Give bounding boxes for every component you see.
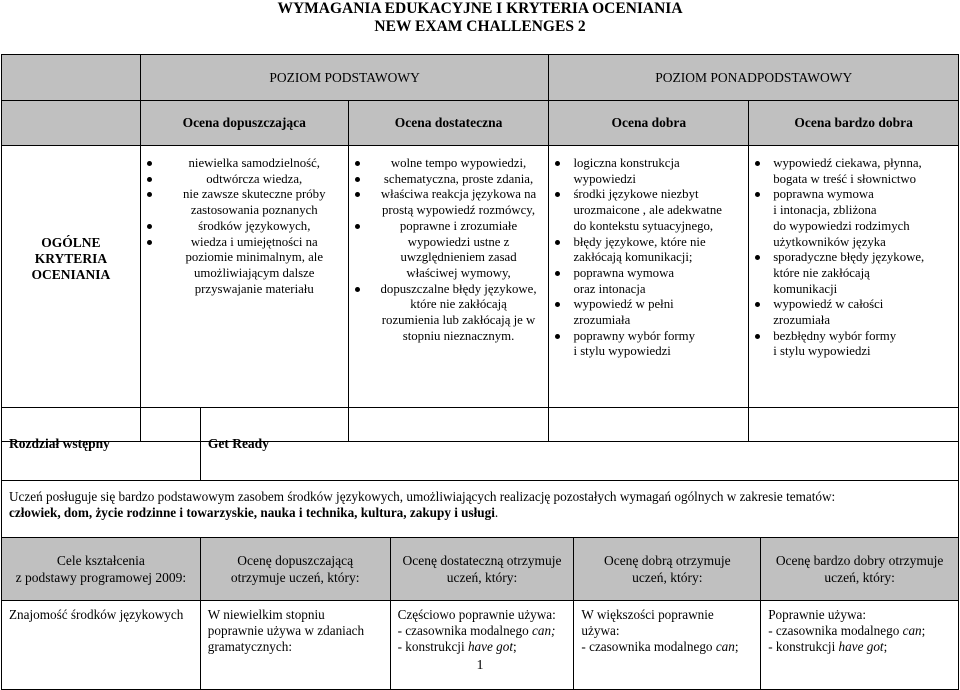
criteria-dopuszczajaca-list <box>141 146 348 297</box>
criteria-list-item: urozmaicone , ale adekwatne <box>573 203 722 218</box>
criteria-list-item: komunikacji <box>773 281 838 296</box>
criteria-list-item: przyswajanie materiału <box>194 281 314 296</box>
header-dobra-line-2: uczeń, który: <box>632 570 703 585</box>
dop-line-2: poprawnie używa w zdaniach <box>207 623 365 638</box>
criteria-dostateczna-list <box>349 146 549 344</box>
chapter-intro-end: . <box>494 505 499 520</box>
criteria-list-item: poprawne i zrozumiałe <box>373 219 545 235</box>
dost-cell <box>390 601 574 690</box>
header-dobra-line-1: Ocenę dobrą otrzymuje <box>603 553 731 568</box>
criteria-list-item: które nie zakłócają <box>410 297 507 312</box>
criteria-dopuszczajaca-cell <box>140 146 348 442</box>
dost-line-2-text: - czasownika modalnego <box>397 623 533 638</box>
bdb-line-3-italic: have got <box>838 639 884 654</box>
header-dop-line-2: otrzymuje uczeń, który: <box>230 570 360 585</box>
header-goals <box>2 538 201 601</box>
bdb-line-1: Poprawnie używa: <box>768 607 866 622</box>
criteria-list-item: wypowiedzi <box>573 171 636 186</box>
header-dopuszczajaca <box>200 538 390 601</box>
criteria-list-item: bezbłędny wybór formy <box>773 329 954 345</box>
criteria-list-item: wolne tempo wypowiedzi, <box>373 156 545 172</box>
criteria-list-item: rozumienia lub zakłócają je w <box>381 313 536 328</box>
dobra-line-1: W większości poprawnie <box>581 607 714 622</box>
criteria-list-item: poprawna wymowa <box>773 187 954 203</box>
dobra-line-2: używa: <box>581 623 620 638</box>
criteria-list-item: poprawna wymowa <box>573 266 744 282</box>
criteria-list-item: wypowiedź w pełni <box>573 297 744 313</box>
header-dost-line-1: Ocenę dostateczną otrzymuje <box>402 553 562 568</box>
header-bardzo-dobra <box>761 538 959 601</box>
title-line-2: NEW EXAM CHALLENGES 2 <box>374 18 586 35</box>
criteria-list-item: schematyczna, proste zdania, <box>373 172 545 188</box>
chapter-intro-line-1: Uczeń posługuje się bardzo podstawowym zasobem środków językowych, umożliwiających realizację pozostałych wymagań ogólnych w zakresie tematów: <box>9 489 836 504</box>
grades-row <box>2 101 959 146</box>
criteria-list-item: nie zawsze skuteczne próby <box>165 187 344 203</box>
dost-line-3-end: ; <box>512 639 517 654</box>
dobra-cell <box>574 601 761 690</box>
bdb-line-2 <box>768 623 951 639</box>
criteria-list-item: poziomie minimalnym, ale <box>185 250 324 265</box>
dobra-line-3-end: ; <box>734 639 739 654</box>
basic-level-header: POZIOM PODSTAWOWY <box>140 55 549 101</box>
criteria-row <box>2 146 959 442</box>
dost-line-3 <box>398 639 567 655</box>
criteria-list-item: wypowiedź ciekawa, płynna, <box>773 156 954 172</box>
bdb-line-3-text: - konstrukcji <box>768 639 839 654</box>
criteria-bardzo-dobra-cell <box>749 146 959 442</box>
criteria-list-item: odtwórcza wiedza, <box>165 172 344 188</box>
criteria-dobra-cell <box>549 146 749 442</box>
chapter-table <box>1 407 959 548</box>
document-title <box>0 0 960 36</box>
criteria-list-item: zrozumiała <box>573 313 631 328</box>
header-dobra <box>574 538 761 601</box>
criteria-list-item: i stylu wypowiedzi <box>773 344 871 359</box>
chapter-topics: człowiek, dom, życie rodzinne i towarzyskie, nauka i technika, kultura, zakupy i usługi <box>9 505 495 520</box>
grade-header-dostateczna: Ocena dostateczna <box>348 101 549 146</box>
criteria-list-item: wiedza i umiejętności na <box>165 235 344 251</box>
criteria-list-item: niewielka samodzielność, <box>165 156 344 172</box>
criteria-list-item: stopniu nieznacznym. <box>402 328 515 343</box>
grade-header-dopuszczajaca: Ocena dopuszczająca <box>140 101 348 146</box>
page-number: 1 <box>476 658 484 673</box>
general-criteria-row-header <box>2 146 141 442</box>
dost-line-1: Częściowo poprawnie używa: <box>397 607 556 622</box>
criteria-list-item: dopuszczalne błędy językowe, <box>373 282 545 298</box>
bdb-line-3-end: ; <box>883 639 888 654</box>
criteria-bardzo-dobra-list <box>749 146 958 360</box>
dobra-line-3-italic: can <box>715 639 735 654</box>
criteria-list-item: zastosowania poznanych <box>190 203 318 218</box>
chapter-label: Rozdział wstępny <box>2 408 201 481</box>
goal-cell: Znajomość środków językowych <box>2 601 201 690</box>
dop-cell <box>200 601 390 690</box>
bdb-cell <box>761 601 959 690</box>
dobra-line-3 <box>581 639 753 655</box>
empty-grade-corner-cell <box>2 101 141 146</box>
criteria-list-item: uwzględnieniem zasad <box>400 250 517 265</box>
dobra-line-3-text: - czasownika modalnego <box>581 639 716 654</box>
row-header-line-3: OCENIANIA <box>31 266 111 282</box>
dop-line-3: gramatycznych: <box>207 639 292 654</box>
advanced-level-header: POZIOM PONADPODSTAWOWY <box>549 55 959 101</box>
dost-line-3-italic: have got <box>467 639 513 654</box>
criteria-list-item: bogata w treść i słownictwo <box>773 171 917 186</box>
row-header-line-1: OGÓLNE <box>41 234 101 250</box>
dost-line-2 <box>398 623 567 639</box>
criteria-list-item: które nie zakłócają <box>773 265 870 280</box>
requirements-header-row <box>2 538 959 601</box>
grade-header-dobra: Ocena dobra <box>549 101 749 146</box>
bdb-line-3 <box>768 639 951 655</box>
bdb-line-2-text: - czasownika modalnego <box>768 623 903 638</box>
bdb-line-2-end: ; <box>921 623 926 638</box>
bdb-line-2-italic: can <box>902 623 922 638</box>
header-dost-line-2: uczeń, który: <box>446 570 518 585</box>
grade-header-bardzo-dobra: Ocena bardzo dobra <box>749 101 959 146</box>
criteria-list-item: środki językowe niezbyt <box>573 187 744 203</box>
header-dop-line-1: Ocenę dopuszczającą <box>237 553 354 568</box>
dost-line-2-italic: can; <box>532 623 556 638</box>
header-goals-line-2: z podstawy programowej 2009: <box>15 570 187 585</box>
chapter-name: Get Ready <box>200 408 958 481</box>
criteria-list-item: i intonacja, zbliżona <box>773 203 877 218</box>
criteria-list-item: środków językowych, <box>165 219 344 235</box>
criteria-list-item: zakłócają komunikacji; <box>573 250 693 265</box>
criteria-dobra-list <box>549 146 748 360</box>
row-header-line-2: KRYTERIA <box>34 250 108 266</box>
criteria-list-item: do wypowiedzi rodzimych <box>773 218 910 233</box>
criteria-list-item: i stylu wypowiedzi <box>573 344 671 359</box>
title-line-1: WYMAGANIA EDUKACYJNE I KRYTERIA OCENIANIA <box>277 0 683 17</box>
empty-corner-cell <box>2 55 141 101</box>
levels-row <box>2 55 959 101</box>
header-goals-line-1: Cele kształcenia <box>56 553 145 568</box>
chapter-intro-line-2-wrap <box>9 505 951 521</box>
criteria-list-item: zrozumiała <box>773 313 831 328</box>
dost-line-3-text: - konstrukcji <box>397 639 468 654</box>
criteria-list-item: właściwej wymowy, <box>406 265 511 280</box>
criteria-list-item: poprawny wybór formy <box>573 329 744 345</box>
criteria-list-item: wypowiedzi ustne z <box>407 234 510 249</box>
criteria-dostateczna-cell <box>348 146 549 442</box>
criteria-list-item: sporadyczne błędy językowe, <box>773 250 954 266</box>
criteria-list-item: umożliwiającym dalsze <box>194 265 315 280</box>
criteria-list-item: błędy językowe, które nie <box>573 235 744 251</box>
requirements-data-row <box>2 601 959 690</box>
header-dostateczna <box>390 538 574 601</box>
criteria-list-item: użytkowników języka <box>773 234 886 249</box>
general-criteria-table <box>1 54 959 442</box>
dop-line-1: W niewielkim stopniu <box>207 607 325 622</box>
criteria-list-item: logiczna konstrukcja <box>573 156 744 172</box>
header-bdb-line-2: uczeń, który: <box>824 570 895 585</box>
criteria-list-item: oraz intonacja <box>573 281 646 296</box>
criteria-list-item: prostą wypowiedź rozmówcy, <box>382 203 536 218</box>
header-bdb-line-1: Ocenę bardzo dobry otrzymuje <box>775 553 944 568</box>
chapter-title-row <box>2 408 959 481</box>
criteria-list-item: do kontekstu sytuacyjnego, <box>573 218 714 233</box>
criteria-list-item: wypowiedź w całości <box>773 297 954 313</box>
criteria-list-item: właściwa reakcja językowa na <box>373 187 545 203</box>
